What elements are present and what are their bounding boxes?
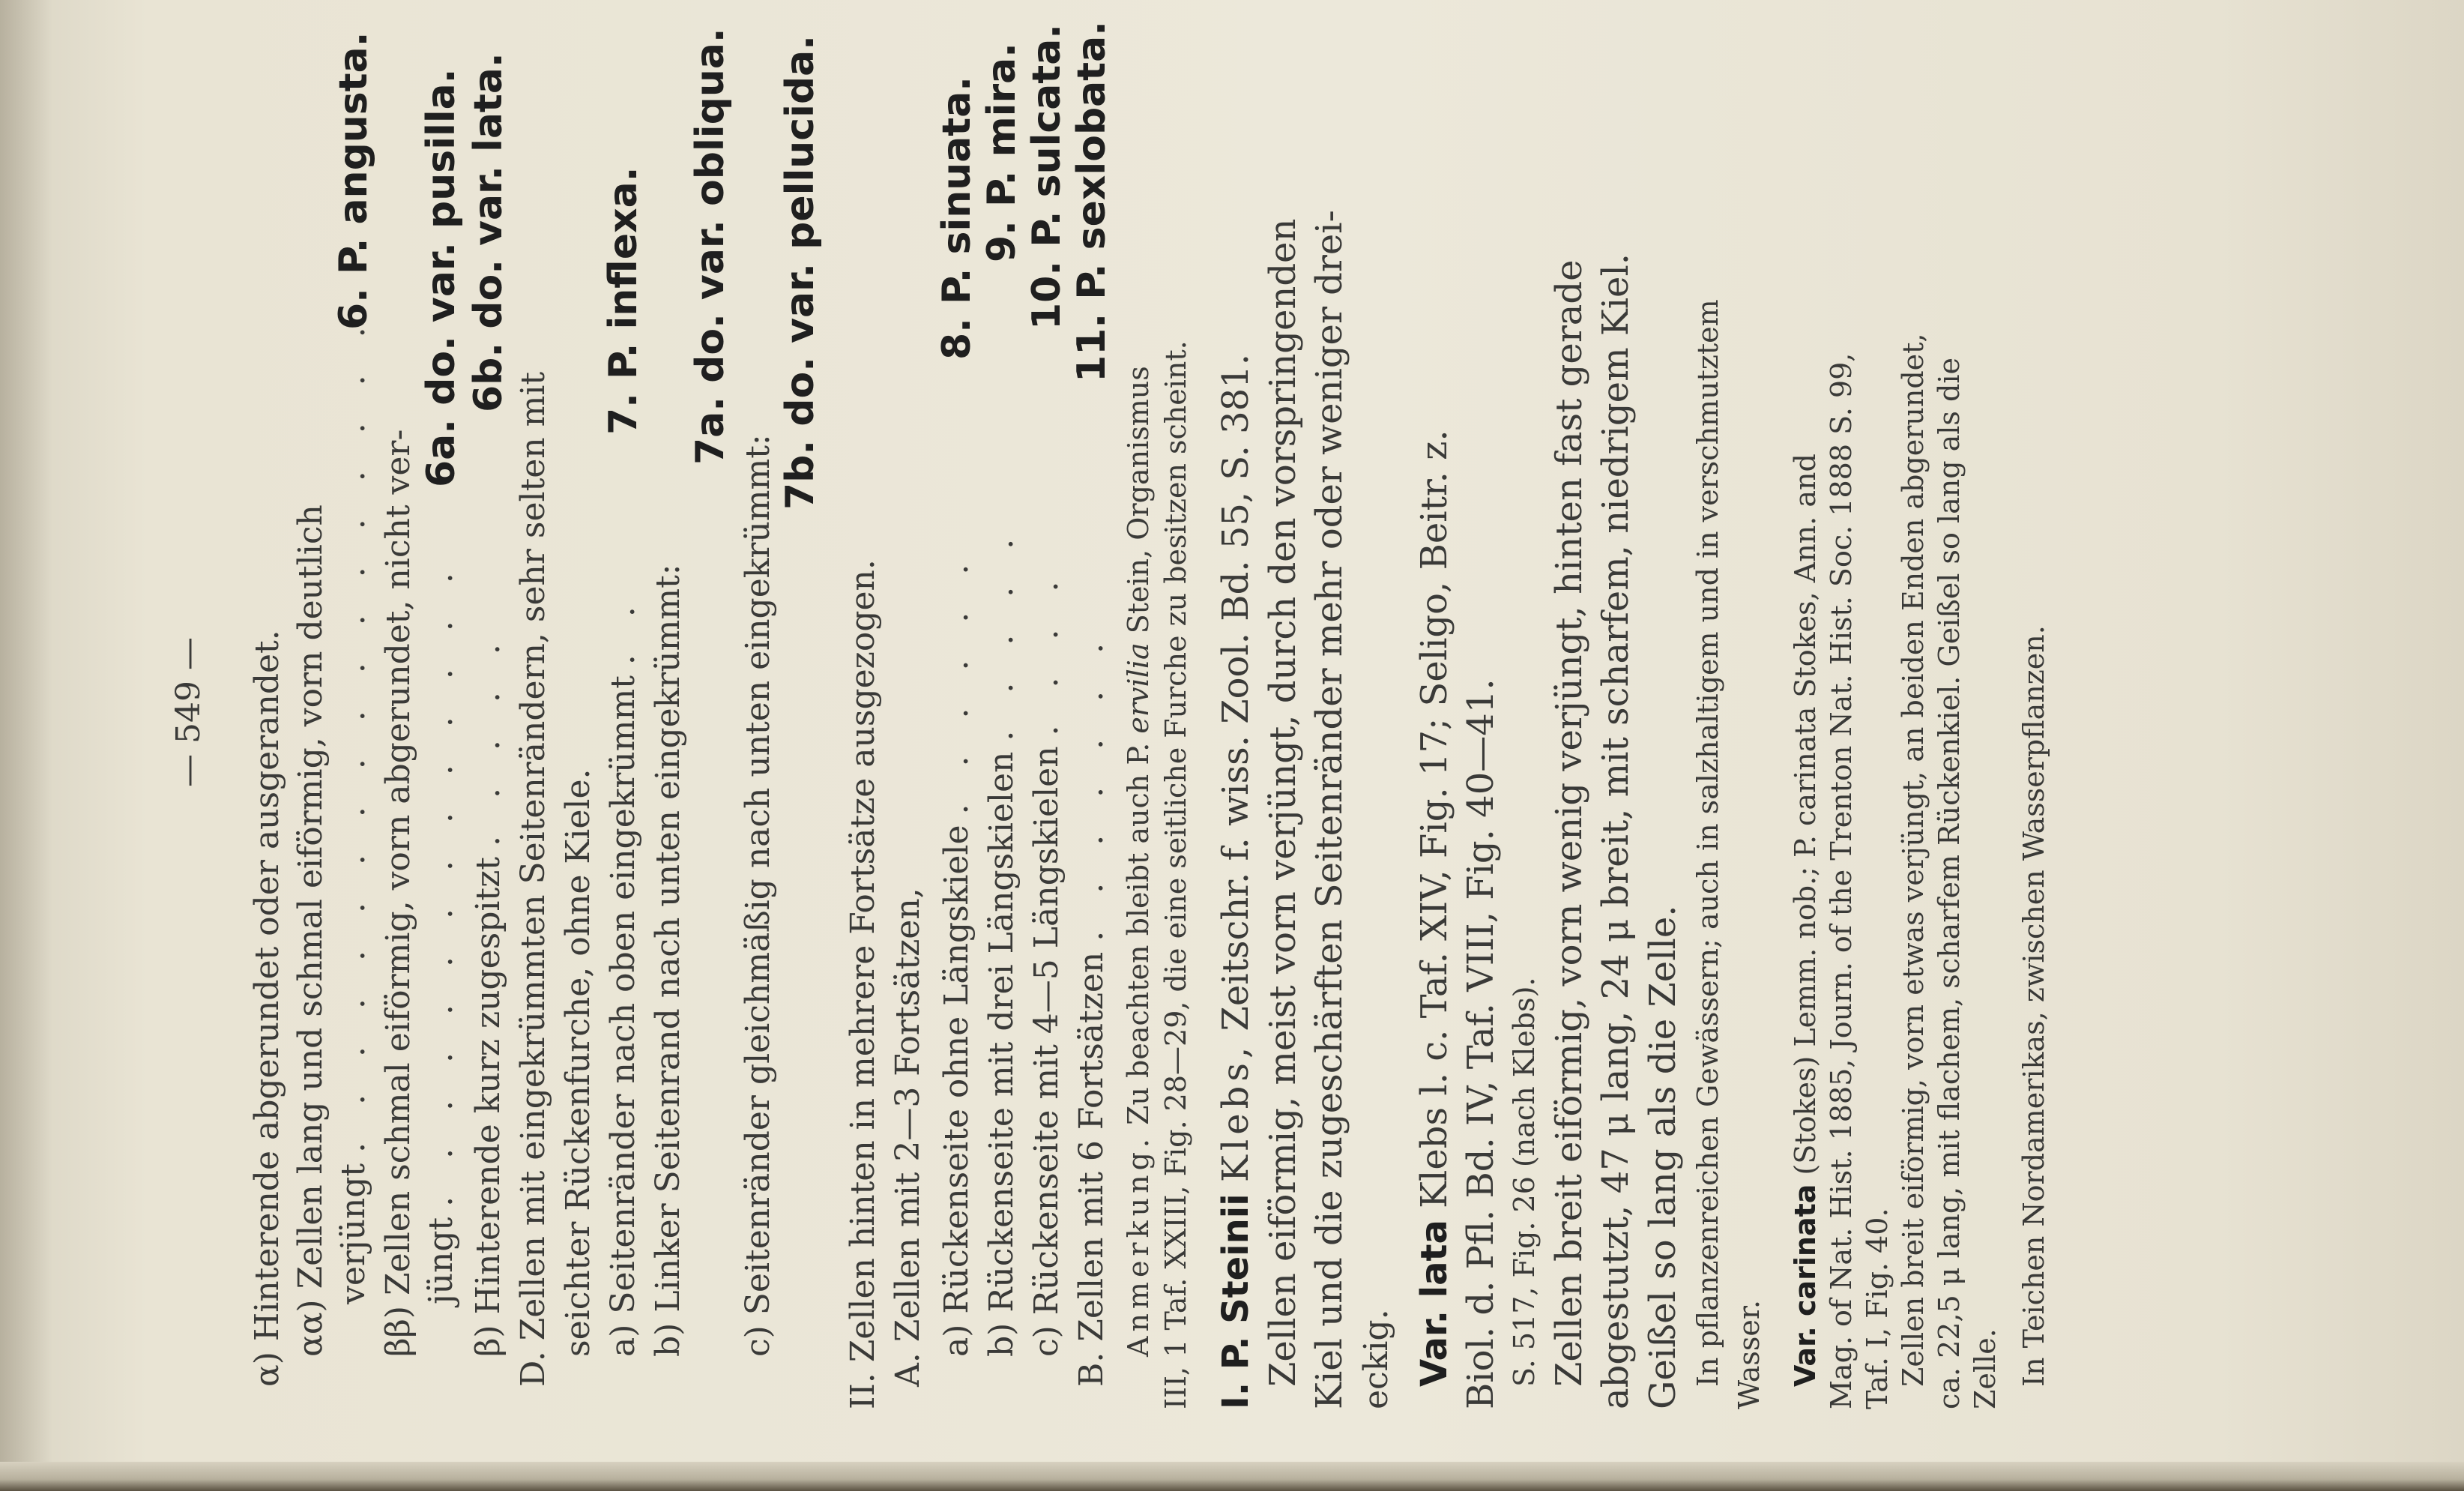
key-line-D-cont: seichter Rückenfurche, ohne Kiele. (559, 768, 597, 1357)
var-lata-ref: Klebs l. c. Taf. XIV, Fig. 17; Seligo, Beitr. z. (1413, 430, 1455, 1208)
leader-dots: . . . . (1027, 567, 1066, 736)
var-lata-line-1 (1413, 430, 1455, 1387)
key-result-8: 8. P. sinuata. (934, 76, 979, 360)
key-line-A: A. Zellen mit 2—3 Fortsätzen, (889, 888, 927, 1387)
key-text: B. Zellen mit 6 Fortsätzen (1072, 951, 1111, 1387)
var-lata-line-5: abgestutzt, 47 μ lang, 24 μ breit, mit scharfem, niedrigem Kiel. (1595, 253, 1637, 1409)
key-line-D: D. Zellen mit eingekrümmten Seitenrändern, sehr selten mit (514, 371, 552, 1387)
leader-dots: . . (604, 593, 642, 666)
key-result-7: 7. P. inflexa. (601, 166, 646, 435)
var-carinata-name: Var. carinata (1789, 1184, 1822, 1387)
key-line-Ac (1027, 567, 1066, 1357)
key-result-10: 10. P. sulcata. (1024, 23, 1069, 330)
note-label: Anmerkung. (1122, 1134, 1155, 1357)
var-lata-line-3: S. 517, Fig. 26 (nach Klebs). (1508, 977, 1541, 1387)
key-line-Da (604, 593, 642, 1357)
species-steinii-line-3: Kiel und die zugeschärften Seitenränder mehr oder weniger drei- (1308, 210, 1350, 1409)
species-steinii-name: I. P. Steinii (1215, 1193, 1257, 1409)
key-line-alpha: α) Hinterende abgerundet oder ausgerandet. (248, 630, 286, 1387)
var-carinata-line-6: Zelle. (1969, 1328, 2002, 1409)
var-lata-name: Var. lata (1413, 1220, 1455, 1387)
species-steinii-line-2: Zellen eiförmig, meist vorn verjüngt, durch den vorspringenden (1262, 218, 1304, 1387)
leader-dots: . . . . . (469, 630, 507, 847)
leader-dots: . . . . . . . . . . . . . . (422, 559, 460, 1207)
key-line-Aa (937, 550, 976, 1357)
key-text: jüngt (422, 1217, 460, 1304)
rotated-book-page (157, 21, 2331, 1409)
key-text: b) Rückenseite mit drei Längskielen (982, 751, 1021, 1357)
var-lata-line-2: Biol. d. Pfl. Bd. IV, Taf. VIII, Fig. 40—41. (1460, 678, 1502, 1409)
key-line-beta (469, 630, 507, 1357)
var-lata-line-7: In pflanzenreichen Gewässern; auch in salzhaltigem und in verschmutztem (1691, 299, 1724, 1387)
key-result-7a: 7a. do. var. obliqua. (688, 28, 733, 465)
key-text: a) Seitenränder nach oben eingekrümmt (604, 675, 642, 1357)
key-line-Db: b) Linker Seitenrand nach unten eingekrümmt: (649, 564, 687, 1357)
leader-dots: . . . . . (982, 525, 1021, 741)
key-line-Dc: c) Seitenränder gleichmäßig nach unten eingekrümmt: (739, 434, 777, 1357)
key-result-6a: 6a. do. var. pusilla. (419, 68, 464, 487)
note-text-end: Stein, Organismus (1122, 366, 1155, 634)
var-carinata-line-1 (1791, 454, 1820, 1387)
leader-dots: . . . . . . . (1072, 629, 1111, 942)
key-text: c) Rückenseite mit 4—5 Längskielen (1027, 746, 1066, 1357)
species-steinii-line-1 (1215, 354, 1257, 1409)
species-steinii-author: Klebs, (1215, 1042, 1257, 1183)
key-line-B (1072, 629, 1111, 1387)
var-carinata-line-3: Taf. I, Fig. 40. (1861, 1208, 1894, 1409)
key-result-9: 9. P. mira. (979, 43, 1024, 262)
note-line-2: III, 1 Taf. XXIII, Fig. 28—29, die eine seitliche Furche zu besitzen scheint. (1159, 340, 1192, 1409)
key-result-6b: 6b. do. var. lata. (466, 52, 511, 412)
spine-shadow (0, 0, 52, 1491)
key-line-bb-cont (422, 559, 460, 1304)
var-lata-line-6: Geißel so lang als die Zelle. (1642, 905, 1684, 1409)
key-text: β) Hinterende kurz zugespitzt (469, 857, 507, 1357)
species-steinii-line-4: eckig. (1357, 1309, 1395, 1409)
species-steinii-ref: Zeitschr. f. wiss. Zool. Bd. 55, S. 381. (1215, 354, 1257, 1031)
key-line-Ab (982, 525, 1021, 1357)
var-carinata-ref: (Stokes) Lemm. nob.; P. carinata Stokes, Ann. and (1789, 454, 1822, 1175)
key-line-aa-cont (334, 313, 372, 1304)
var-lata-line-4: Zellen breit eiförmig, vorn wenig verjüngt, hinten fast gerade (1548, 259, 1590, 1387)
key-line-bb: ββ) Zellen schmal eiförmig, vorn abgerundet, nicht ver- (379, 429, 417, 1357)
key-text: a) Rückenseite ohne Längskiele (937, 825, 976, 1357)
key-line-II: II. Zellen hinten in mehrere Fortsätze ausgezogen. (844, 559, 882, 1409)
note-text: Zu beachten bleibt auch P. (1122, 742, 1155, 1125)
key-line-aa: αα) Zellen lang und schmal eiförmig, vorn deutlich (292, 504, 330, 1357)
page-number: — 549 — (169, 637, 208, 787)
var-carinata-line-7: In Teichen Nordamerikas, zwischen Wasserpflanzen. (2017, 625, 2050, 1387)
key-result-6: 6. P. angusta. (331, 31, 376, 330)
var-carinata-line-5: ca. 22,5 μ lang, mit flachem, scharfem Rückenkiel. Geißel so lang als die (1933, 358, 1966, 1409)
note-line-1 (1124, 366, 1153, 1357)
var-carinata-line-4: Zellen breit eiförmig, vorn etwas verjüngt, an beiden Enden abgerundet, (1897, 333, 1930, 1387)
key-text: verjüngt (334, 1163, 372, 1304)
key-result-11: 11. P. sexlobata. (1069, 21, 1114, 382)
var-carinata-line-2: Mag. of Nat. Hist. 1885, Journ. of the Trenton Nat. Hist. Soc. 1888 S. 99, (1825, 352, 1858, 1409)
page-edge (0, 1462, 2464, 1491)
leader-dots: . . . . . . (937, 550, 976, 815)
leader-dots: . . . . . . . . . . . . . . . . . . (334, 313, 372, 1153)
key-result-7b: 7b. do. var. pellucida. (778, 34, 823, 510)
var-lata-line-8: Wasser. (1733, 1300, 1766, 1409)
note-species: ervilia (1122, 642, 1155, 734)
